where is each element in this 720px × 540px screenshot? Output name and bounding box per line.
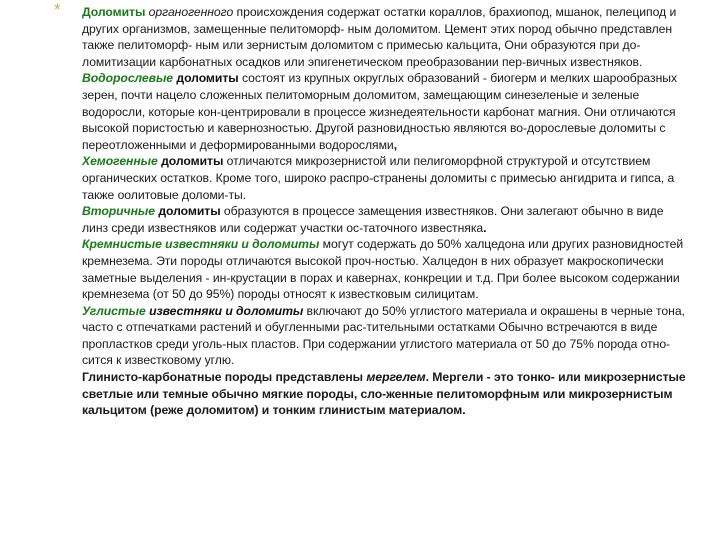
paragraph-carbonaceous — [82, 303, 690, 369]
term-chemogenic: Хемогенные — [82, 154, 158, 169]
paragraph-text: образуются в процессе замещения известняков. Они залегают обычно в виде линз среди известняков или содержат участки ос-таточного известняка — [82, 204, 664, 235]
text-body — [82, 4, 690, 419]
paragraph-chemogenic — [82, 153, 690, 203]
term-secondary: Вторичные — [82, 204, 156, 219]
term-dolomites: доломиты — [157, 154, 224, 169]
paragraph-text: могут содержать до 50% халцедона или других разновидностей кремнезема. Эти породы отличаются высокой проч-ностью. Халцедон в них образует макроскопически заметные выделения - ин-крустации в порах и кавернах, конкреции и т.д. При более высоком содержании кремнезема (от 50 до 95%) породы относят к известковым силицитам. — [82, 237, 684, 302]
paragraph-text: Глинисто-карбонатные породы представлены — [82, 370, 367, 385]
term-limestones-dolomites: известняки и доломиты — [145, 303, 304, 318]
term-dolomites: Доломиты — [82, 5, 146, 19]
paragraph-text: происхождения содержат остатки кораллов, брахиопод, мшанок, пелеципод и других организмов, замещенные пелитоморф- ным доломитом. Цемент этих пород обычно представлен также пелитоморф- ным или зернистым доломитом с примесью кальцита, Они образуются при до-ломитизации карбонатных осадков или эпигенетическом преобразовании пер-вичных известняков. — [82, 5, 677, 69]
term-marl: мергелем — [366, 370, 426, 385]
term-carbonaceous: Углистые — [82, 303, 146, 318]
paragraph-text: включают до 50% углистого материала и окрашены в черные тона, часто с отпечатками растений и обугленными рас-тительными остатками Обычно встречаются в виде пропластков среди уголь-ных пластов. При содержании углистого материала от 50 до 75% порода отно-сится к известковому углю. — [82, 303, 685, 368]
term-dolomites: доломиты — [155, 204, 221, 219]
paragraph-text: . Мергели - это тонко- или микрозернистые светлые или темные обычно мягкие породы, сло-женные пелитоморфным или микрозернистым кальцитом (реже доломитом) и тонким глинистым материалом. — [82, 370, 686, 418]
term-algal: Водорослевые — [82, 71, 174, 86]
punctuation: , — [393, 137, 398, 152]
paragraph-text: состоят из крупных округлых образований - биогерм и мелких шарообразных зерен, почти нацело сложенных пелитоморным доломитом, замещающим синезеленые и зеленые водоросли, которые кон-центрировали в процессе жизнедеятельности карбонат магния. Они отличаются высокой пористостью и кавернозностью. Другой разновидностью являются во-дорослевые доломиты с переотложенными и деформированными водорослями — [82, 71, 677, 152]
paragraph-algal — [82, 70, 690, 153]
paragraph-organogenic — [82, 4, 690, 70]
bullet-icon: * — [54, 0, 61, 19]
term-organogenic: органогенного — [148, 5, 234, 19]
paragraph-siliceous — [82, 236, 690, 302]
term-siliceous: Кремнистые известняки и доломиты — [82, 237, 320, 252]
paragraph-text: отличаются микрозернистой или пелигоморфной структурой и отсутствием органических остатков. Кроме того, широко распро-странены доломиты с примесью ангидрита и гипса, а также оолитовые доломи-ты. — [82, 154, 675, 202]
paragraph-secondary — [82, 203, 690, 236]
punctuation: . — [483, 220, 487, 235]
paragraph-marl — [82, 369, 690, 419]
term-dolomites: доломиты — [173, 71, 239, 86]
